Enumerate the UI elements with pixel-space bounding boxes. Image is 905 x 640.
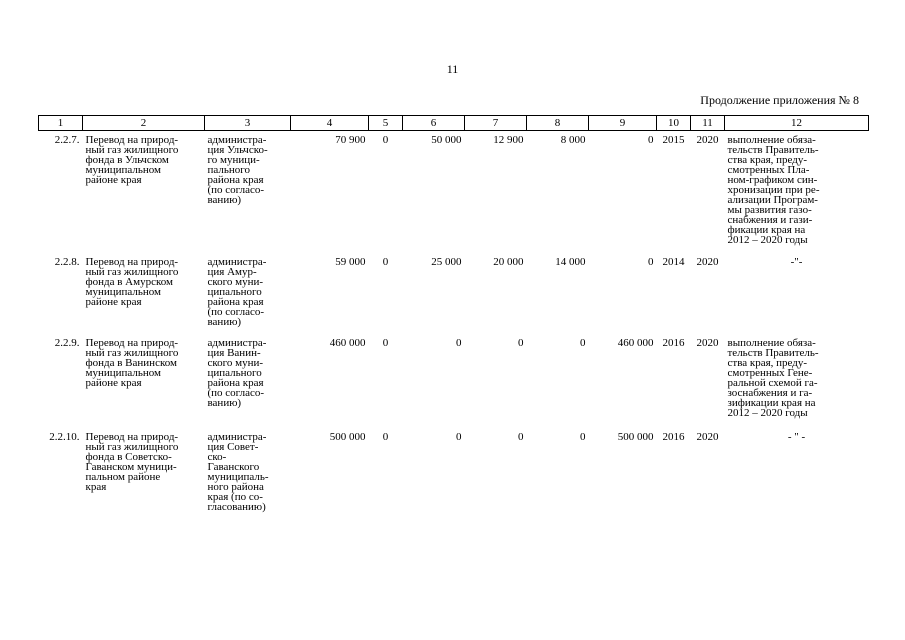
row-name: Перевод на природ- ный газ жилищного фонда в Ванинском муниципальном районе края (85, 337, 179, 389)
column-header: 1 (39, 116, 83, 131)
column-header: 6 (403, 116, 465, 131)
column-header: 4 (291, 116, 369, 131)
column-header: 3 (205, 116, 291, 131)
cell-end-year: 2020 (696, 337, 719, 349)
row-note: выполнение обяза- тельств Правитель- ства края, преду- смотренных Пла- ном-графиком син- хронизации при ре- ализации Програм- мы развития газо- снабжения и гази- фикации края на 2012 – 2020 годы (727, 134, 820, 246)
row-executor: администра- ция Ульчско- го муници- пального района края (по согласо- ванию) (207, 134, 268, 206)
table-row (39, 428, 869, 522)
header-row (39, 116, 869, 131)
row-code: 2.2.9. (54, 337, 80, 349)
continuation-label: Продолжение приложения № 8 (700, 93, 859, 107)
cell-end-year: 2020 (696, 431, 719, 443)
cell-col5: 0 (382, 134, 389, 146)
column-header: 12 (725, 116, 869, 131)
page-number: 11 (446, 62, 459, 76)
table-row (39, 334, 869, 428)
cell-col6: 0 (456, 337, 462, 349)
cell-total: 70 900 (335, 134, 366, 146)
cell-total: 59 000 (335, 256, 366, 268)
cell-end-year: 2020 (696, 256, 719, 268)
cell-end-year: 2020 (696, 134, 719, 146)
row-executor: администра- ция Амур- ского муни- ципального района края (по согласо- ванию) (207, 256, 267, 328)
cell-col6: 50 000 (431, 134, 462, 146)
cell-total: 500 000 (329, 431, 366, 443)
cell-col5: 0 (382, 256, 389, 268)
column-header: 10 (657, 116, 691, 131)
cell-col8: 14 000 (555, 256, 586, 268)
cell-col7: 0 (518, 431, 524, 443)
column-header: 2 (83, 116, 205, 131)
cell-col9: 500 000 (617, 431, 654, 443)
table-row (39, 131, 869, 254)
column-header: 9 (589, 116, 657, 131)
cell-start-year: 2014 (662, 256, 685, 268)
row-note: -"- (790, 256, 803, 268)
row-code: 2.2.7. (54, 134, 80, 146)
cell-col9: 0 (648, 134, 654, 146)
cell-start-year: 2015 (662, 134, 685, 146)
cell-col9: 0 (648, 256, 654, 268)
column-header: 11 (691, 116, 725, 131)
cell-col7: 20 000 (493, 256, 524, 268)
row-note: выполнение обяза- тельств Правитель- ства края, преду- смотренных Гене- ральной схемой га- зоснабжения и га- зификации края на 2012 – 2020 годы (727, 337, 819, 419)
column-header: 5 (369, 116, 403, 131)
row-executor: администра- ция Ванин- ского муни- ципального района края (по согласо- ванию) (207, 337, 267, 409)
cell-col5: 0 (382, 431, 389, 443)
row-code: 2.2.10. (49, 431, 80, 443)
cell-start-year: 2016 (662, 337, 685, 349)
cell-col8: 0 (580, 431, 586, 443)
row-code: 2.2.8. (54, 256, 80, 268)
row-executor: администра- ция Совет- ско- Гаванского муниципаль- ного района края (по со- гласованию) (207, 431, 269, 513)
cell-start-year: 2016 (662, 431, 685, 443)
cell-total: 460 000 (329, 337, 366, 349)
row-name: Перевод на природ- ный газ жилищного фонда в Ульчском муниципальном районе края (85, 134, 179, 186)
cell-col8: 8 000 (560, 134, 586, 146)
column-header: 7 (465, 116, 527, 131)
appendix-table (38, 115, 869, 522)
row-note: - " - (787, 431, 806, 443)
cell-col5: 0 (382, 337, 389, 349)
cell-col7: 0 (518, 337, 524, 349)
table-row (39, 253, 869, 334)
row-name: Перевод на природ- ный газ жилищного фонда в Советско- Гаванском муници- пальном районе края (85, 431, 179, 493)
cell-col7: 12 900 (493, 134, 524, 146)
column-header: 8 (527, 116, 589, 131)
cell-col9: 460 000 (617, 337, 654, 349)
cell-col6: 0 (456, 431, 462, 443)
cell-col6: 25 000 (431, 256, 462, 268)
cell-col8: 0 (580, 337, 586, 349)
row-name: Перевод на природ- ный газ жилищного фонда в Амурском муниципальном районе края (85, 256, 179, 308)
